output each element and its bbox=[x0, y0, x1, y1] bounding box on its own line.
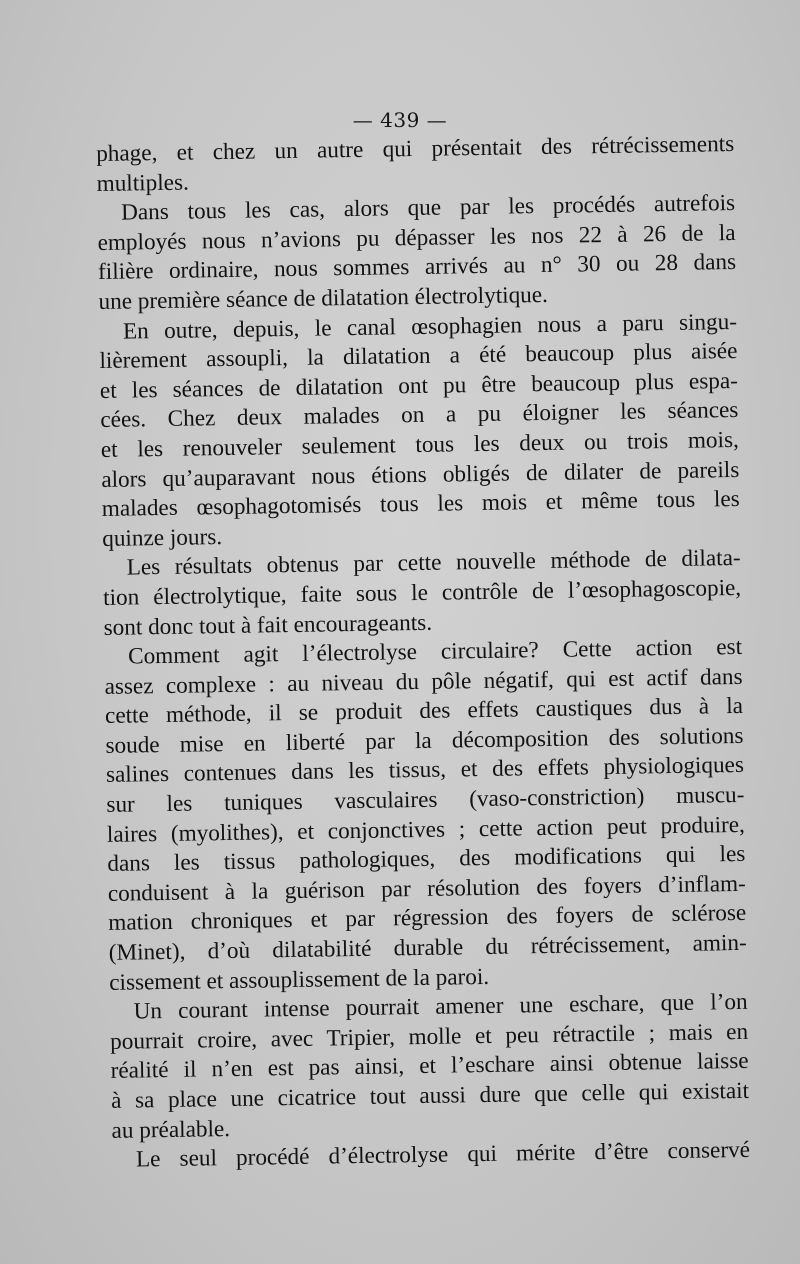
text-line: sur les tuniques vasculaires (vaso-constriction) muscu- bbox=[106, 781, 745, 818]
paragraph-4 bbox=[103, 544, 742, 643]
paragraph-6 bbox=[109, 988, 749, 1146]
text-line: En outre, depuis, le canal œsophagien nous a paru singu- bbox=[122, 308, 738, 345]
text-line: soude mise en liberté par la décomposition des solutions bbox=[105, 722, 744, 759]
text-line: malades œsophagotomisés tous les mois et même tous les bbox=[101, 486, 740, 523]
text-line: sont donc tout à fait encourageants. bbox=[103, 609, 433, 641]
text-line: alors qu’auparavant nous étions obligés de dilater de pareils bbox=[101, 456, 740, 493]
text-line: quinze jours. bbox=[102, 523, 223, 552]
text-line: une première séance de dilatation électrolytique. bbox=[98, 281, 549, 315]
paragraph-5 bbox=[104, 633, 747, 998]
text-line: Un courant intense pourrait amener une eschare, que l’on bbox=[133, 989, 748, 1025]
page-number: — 439 — bbox=[352, 108, 448, 132]
text-line: phage, et chez un autre qui présentait des rétrécissements bbox=[96, 130, 735, 167]
text-line: cées. Chez deux malades on a pu éloigner les séances bbox=[100, 397, 739, 434]
text-line: tion électrolytique, faite sous le contrôle de l’œsophagoscopie, bbox=[102, 574, 742, 611]
text-line: pourrait croire, avec Tripier, molle et peu rétractile ; mais en bbox=[109, 1018, 749, 1055]
text-line: Dans tous les cas, alors que par les procédés autrefois bbox=[120, 190, 736, 226]
text-line: assez complexe : au niveau du pôle négatif, qui est actif dans bbox=[104, 663, 743, 700]
text-line: et les séances de dilatation ont pu être beaucoup plus espa- bbox=[99, 367, 739, 404]
text-line: laires (myolithes), et conjonctives ; cette action peut produire, bbox=[106, 811, 746, 848]
paragraph-3 bbox=[99, 308, 741, 555]
paragraph-1 bbox=[96, 130, 735, 199]
text-line: cissement et assouplissement de la paroi. bbox=[109, 963, 490, 996]
text-line: Les résultats obtenus par cette nouvelle méthode de dilata- bbox=[126, 545, 741, 581]
text-line: à sa place une cicatrice tout aussi dure que celle qui existait bbox=[110, 1077, 750, 1114]
text-line: salines contenues dans les tissus, et des effets physiologiques bbox=[105, 752, 745, 789]
body-text bbox=[96, 130, 750, 1176]
text-line: lièrement assoupli, la dilatation a été beaucoup plus aisée bbox=[99, 338, 738, 375]
text-line: cette méthode, il se produit des effets caustiques dus à la bbox=[104, 693, 744, 730]
text-line: au préalable. bbox=[111, 1115, 231, 1144]
text-line: (Minet), d’où dilatabilité durable du rétrécissement, amin- bbox=[108, 929, 747, 966]
text-line: Comment agit l’électrolyse circulaire? Cette action est bbox=[127, 634, 743, 670]
text-line: mation chroniques et par régression des foyers de sclérose bbox=[108, 900, 747, 937]
text-line: multiples. bbox=[96, 169, 189, 197]
text-line: réalité il n’en est pas ainsi, et l’eschare ainsi obtenue laisse bbox=[110, 1048, 749, 1085]
text-line: employés nous n’avions pu dépasser les nos 22 à 26 de la bbox=[97, 219, 736, 256]
paragraph-2 bbox=[97, 189, 737, 317]
text-line: conduisent à la guérison par résolution des foyers d’inflam- bbox=[107, 870, 746, 907]
text-line: dans les tissus pathologiques, des modifications qui les bbox=[107, 841, 746, 878]
text-line: filière ordinaire, nous sommes arrivés au n° 30 ou 28 dans bbox=[97, 249, 737, 286]
text-line: Le seul procédé d’électrolyse qui mérite d’être conservé bbox=[135, 1137, 751, 1173]
text-line: et les renouveler seulement tous les deux ou trois mois, bbox=[100, 426, 739, 463]
